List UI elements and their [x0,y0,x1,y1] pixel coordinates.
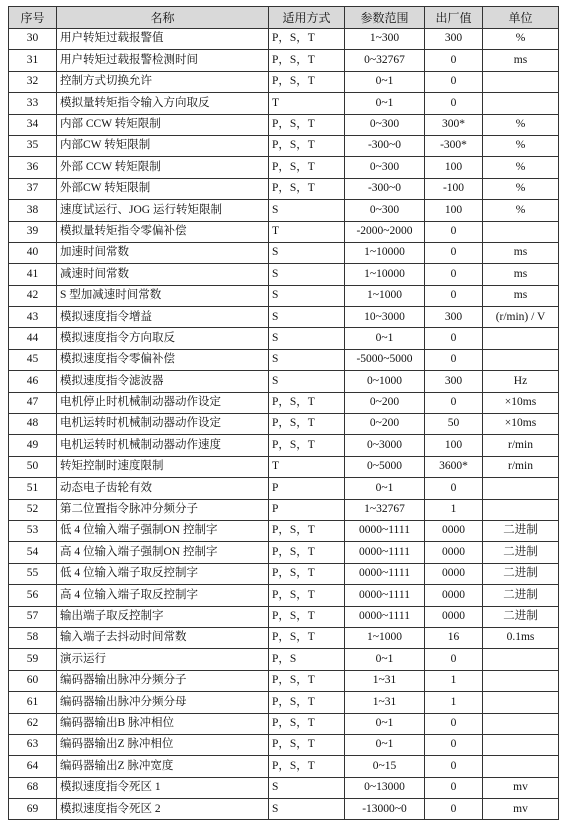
cell-name: 编码器输出B 脉冲相位 [57,713,269,734]
cell-index: 43 [9,307,57,328]
cell-range: 0~1 [345,734,425,755]
cell-name: 模拟速度指令方向取反 [57,328,269,349]
header-index: 序号 [9,7,57,29]
cell-index: 37 [9,178,57,199]
cell-default: 100 [425,200,483,221]
cell-unit [483,734,559,755]
cell-mode: P，S，T [269,606,345,627]
cell-range: 1~32767 [345,499,425,520]
cell-name: 高 4 位输入端子取反控制字 [57,585,269,606]
cell-range: 0~300 [345,200,425,221]
cell-name: 转矩控制时速度限制 [57,456,269,477]
cell-default: 300 [425,29,483,50]
table-row [9,285,559,306]
cell-range: 1~31 [345,692,425,713]
cell-index: 49 [9,435,57,456]
cell-name: 减速时间常数 [57,264,269,285]
cell-index: 63 [9,734,57,755]
cell-range: -5000~5000 [345,349,425,370]
cell-unit: ×10ms [483,392,559,413]
table-row [9,178,559,199]
table-row [9,713,559,734]
cell-mode: P，S，T [269,756,345,777]
cell-default: 0 [425,93,483,114]
cell-unit: % [483,29,559,50]
cell-unit: ×10ms [483,414,559,435]
cell-range: 0~200 [345,392,425,413]
cell-index: 42 [9,285,57,306]
header-default: 出厂值 [425,7,483,29]
cell-default: 1 [425,499,483,520]
parameter-table-container [8,6,558,820]
cell-default: 0 [425,649,483,670]
table-row [9,627,559,648]
cell-name: 模拟量转矩指令零偏补偿 [57,221,269,242]
cell-unit: ms [483,50,559,71]
cell-name: 模拟速度指令死区 2 [57,799,269,820]
header-unit: 单位 [483,7,559,29]
cell-mode: P [269,478,345,499]
table-row [9,499,559,520]
cell-index: 53 [9,520,57,541]
cell-range: 10~3000 [345,307,425,328]
cell-name: 高 4 位输入端子强制ON 控制字 [57,542,269,563]
cell-name: 编码器输出脉冲分频分子 [57,670,269,691]
cell-index: 44 [9,328,57,349]
cell-unit: 二进制 [483,520,559,541]
cell-default: 100 [425,157,483,178]
header-row [9,7,559,29]
cell-name: 内部 CCW 转矩限制 [57,114,269,135]
cell-name: 编码器输出脉冲分频分母 [57,692,269,713]
cell-index: 62 [9,713,57,734]
cell-default: 300 [425,371,483,392]
header-name: 名称 [57,7,269,29]
cell-name: 用户转矩过载报警值 [57,29,269,50]
cell-default: 0000 [425,563,483,584]
cell-mode: S [269,242,345,263]
cell-index: 47 [9,392,57,413]
cell-default: -300* [425,135,483,156]
cell-mode: S [269,328,345,349]
header-range: 参数范围 [345,7,425,29]
cell-default: 100 [425,435,483,456]
cell-mode: S [269,349,345,370]
cell-unit: % [483,157,559,178]
cell-unit [483,756,559,777]
cell-index: 60 [9,670,57,691]
header-mode: 适用方式 [269,7,345,29]
cell-default: 16 [425,627,483,648]
cell-default: 1 [425,670,483,691]
cell-range: 0~5000 [345,456,425,477]
cell-range: 0~1 [345,328,425,349]
table-row [9,264,559,285]
cell-mode: S [269,777,345,798]
cell-mode: P，S，T [269,520,345,541]
cell-index: 61 [9,692,57,713]
cell-name: 模拟量转矩指令输入方向取反 [57,93,269,114]
cell-mode: P，S，T [269,114,345,135]
cell-index: 45 [9,349,57,370]
table-row [9,456,559,477]
cell-unit: mv [483,777,559,798]
cell-index: 39 [9,221,57,242]
cell-mode: P，S，T [269,713,345,734]
cell-mode: P，S，T [269,734,345,755]
cell-mode: S [269,799,345,820]
cell-unit: ms [483,242,559,263]
cell-unit: ms [483,264,559,285]
cell-name: 输入端子去抖动时间常数 [57,627,269,648]
cell-unit [483,221,559,242]
cell-mode: T [269,221,345,242]
cell-range: 0~32767 [345,50,425,71]
cell-unit: % [483,114,559,135]
cell-index: 51 [9,478,57,499]
cell-range: 1~31 [345,670,425,691]
cell-range: -300~0 [345,178,425,199]
cell-range: 0000~1111 [345,606,425,627]
cell-index: 58 [9,627,57,648]
cell-mode: P，S，T [269,50,345,71]
cell-name: 用户转矩过载报警检测时间 [57,50,269,71]
cell-range: -300~0 [345,135,425,156]
cell-default: 0 [425,285,483,306]
cell-range: 0~1 [345,71,425,92]
cell-unit [483,478,559,499]
table-row [9,349,559,370]
cell-default: 3600* [425,456,483,477]
cell-name: 动态电子齿轮有效 [57,478,269,499]
table-row [9,93,559,114]
table-row [9,200,559,221]
cell-index: 50 [9,456,57,477]
table-row [9,435,559,456]
parameter-table [8,6,559,820]
cell-range: 0~1 [345,93,425,114]
cell-index: 57 [9,606,57,627]
cell-range: 0~200 [345,414,425,435]
cell-name: 模拟速度指令滤波器 [57,371,269,392]
cell-index: 64 [9,756,57,777]
table-header [9,7,559,29]
cell-unit: % [483,178,559,199]
cell-mode: P，S，T [269,585,345,606]
cell-default: 0 [425,328,483,349]
cell-name: 加速时间常数 [57,242,269,263]
cell-index: 56 [9,585,57,606]
cell-default: 0 [425,478,483,499]
cell-index: 68 [9,777,57,798]
table-row [9,799,559,820]
cell-mode: S [269,200,345,221]
cell-name: 输出端子取反控制字 [57,606,269,627]
cell-mode: P，S，T [269,29,345,50]
cell-range: 0~1 [345,478,425,499]
cell-default: 0 [425,392,483,413]
cell-unit: r/min [483,435,559,456]
cell-default: 0 [425,713,483,734]
cell-default: 1 [425,692,483,713]
cell-range: -13000~0 [345,799,425,820]
cell-name: 编码器输出Z 脉冲相位 [57,734,269,755]
cell-mode: S [269,307,345,328]
cell-index: 35 [9,135,57,156]
cell-name: 模拟速度指令增益 [57,307,269,328]
cell-range: 1~10000 [345,242,425,263]
cell-unit: mv [483,799,559,820]
cell-mode: S [269,371,345,392]
cell-mode: P，S，T [269,157,345,178]
cell-mode: P，S [269,649,345,670]
table-body [9,29,559,820]
table-row [9,29,559,50]
cell-index: 30 [9,29,57,50]
cell-default: 0 [425,50,483,71]
cell-range: 0000~1111 [345,563,425,584]
cell-default: 0 [425,349,483,370]
table-row [9,734,559,755]
cell-range: 0~13000 [345,777,425,798]
cell-name: 外部CW 转矩限制 [57,178,269,199]
cell-name: 低 4 位输入端子强制ON 控制字 [57,520,269,541]
cell-range: 0~1 [345,713,425,734]
table-row [9,520,559,541]
cell-mode: P，S，T [269,563,345,584]
cell-name: 演示运行 [57,649,269,670]
table-row [9,777,559,798]
table-row [9,307,559,328]
table-row [9,71,559,92]
cell-unit: 二进制 [483,585,559,606]
cell-index: 38 [9,200,57,221]
cell-name: 模拟速度指令零偏补偿 [57,349,269,370]
cell-unit [483,328,559,349]
cell-name: 速度试运行、JOG 运行转矩限制 [57,200,269,221]
cell-default: 0 [425,71,483,92]
cell-index: 33 [9,93,57,114]
cell-range: 0000~1111 [345,542,425,563]
cell-mode: P，S，T [269,670,345,691]
cell-mode: P [269,499,345,520]
cell-unit [483,71,559,92]
cell-mode: P，S，T [269,627,345,648]
cell-default: 0000 [425,542,483,563]
cell-mode: P，S，T [269,435,345,456]
table-row [9,157,559,178]
cell-mode: P，S，T [269,178,345,199]
cell-mode: S [269,264,345,285]
cell-unit [483,349,559,370]
cell-unit: Hz [483,371,559,392]
table-row [9,542,559,563]
cell-range: 0~3000 [345,435,425,456]
cell-unit [483,499,559,520]
cell-mode: P，S，T [269,542,345,563]
cell-name: 第二位置指令脉冲分频分子 [57,499,269,520]
cell-unit: r/min [483,456,559,477]
cell-default: 0 [425,734,483,755]
cell-mode: T [269,93,345,114]
cell-unit [483,93,559,114]
cell-name: 外部 CCW 转矩限制 [57,157,269,178]
cell-name: 电机运转时机械制动器动作设定 [57,414,269,435]
cell-mode: P，S，T [269,414,345,435]
cell-unit: 0.1ms [483,627,559,648]
cell-range: 1~1000 [345,285,425,306]
cell-range: 1~10000 [345,264,425,285]
table-row [9,50,559,71]
table-row [9,328,559,349]
cell-index: 41 [9,264,57,285]
cell-unit: (r/min) / V [483,307,559,328]
cell-range: 0000~1111 [345,585,425,606]
cell-default: 300* [425,114,483,135]
cell-index: 36 [9,157,57,178]
cell-unit [483,670,559,691]
cell-unit: 二进制 [483,542,559,563]
cell-unit: 二进制 [483,606,559,627]
cell-unit [483,649,559,670]
table-row [9,414,559,435]
cell-range: 0~1 [345,649,425,670]
table-row [9,649,559,670]
cell-mode: S [269,285,345,306]
cell-unit: ms [483,285,559,306]
cell-name: 控制方式切换允许 [57,71,269,92]
cell-default: 0 [425,264,483,285]
cell-default: 300 [425,307,483,328]
table-row [9,135,559,156]
table-row [9,756,559,777]
cell-index: 59 [9,649,57,670]
cell-unit: 二进制 [483,563,559,584]
cell-mode: P，S，T [269,71,345,92]
cell-index: 48 [9,414,57,435]
cell-range: 0~1000 [345,371,425,392]
cell-index: 55 [9,563,57,584]
cell-default: 0 [425,242,483,263]
cell-index: 40 [9,242,57,263]
table-row [9,692,559,713]
cell-range: 0000~1111 [345,520,425,541]
cell-mode: P，S，T [269,392,345,413]
cell-unit: % [483,135,559,156]
table-row [9,392,559,413]
cell-index: 46 [9,371,57,392]
cell-name: 低 4 位输入端子取反控制字 [57,563,269,584]
cell-range: 0~15 [345,756,425,777]
cell-mode: T [269,456,345,477]
cell-default: 0 [425,221,483,242]
cell-default: 0 [425,756,483,777]
table-row [9,371,559,392]
cell-range: 0~300 [345,157,425,178]
cell-name: 编码器输出Z 脉冲宽度 [57,756,269,777]
table-row [9,585,559,606]
cell-unit [483,713,559,734]
table-row [9,478,559,499]
cell-default: 0 [425,777,483,798]
cell-range: 1~1000 [345,627,425,648]
cell-default: 0000 [425,585,483,606]
cell-name: 电机停止时机械制动器动作设定 [57,392,269,413]
cell-index: 52 [9,499,57,520]
cell-unit [483,692,559,713]
cell-default: 0000 [425,520,483,541]
cell-range: -2000~2000 [345,221,425,242]
cell-default: 0 [425,799,483,820]
cell-mode: P，S，T [269,692,345,713]
cell-name: S 型加减速时间常数 [57,285,269,306]
cell-default: 0000 [425,606,483,627]
cell-name: 内部CW 转矩限制 [57,135,269,156]
cell-name: 模拟速度指令死区 1 [57,777,269,798]
cell-index: 31 [9,50,57,71]
cell-unit: % [483,200,559,221]
cell-default: 50 [425,414,483,435]
table-row [9,114,559,135]
cell-name: 电机运转时机械制动器动作速度 [57,435,269,456]
table-row [9,242,559,263]
cell-index: 34 [9,114,57,135]
table-row [9,670,559,691]
cell-index: 69 [9,799,57,820]
table-row [9,563,559,584]
cell-index: 54 [9,542,57,563]
cell-default: -100 [425,178,483,199]
cell-mode: P，S，T [269,135,345,156]
table-row [9,606,559,627]
cell-range: 0~300 [345,114,425,135]
cell-range: 1~300 [345,29,425,50]
table-row [9,221,559,242]
cell-index: 32 [9,71,57,92]
